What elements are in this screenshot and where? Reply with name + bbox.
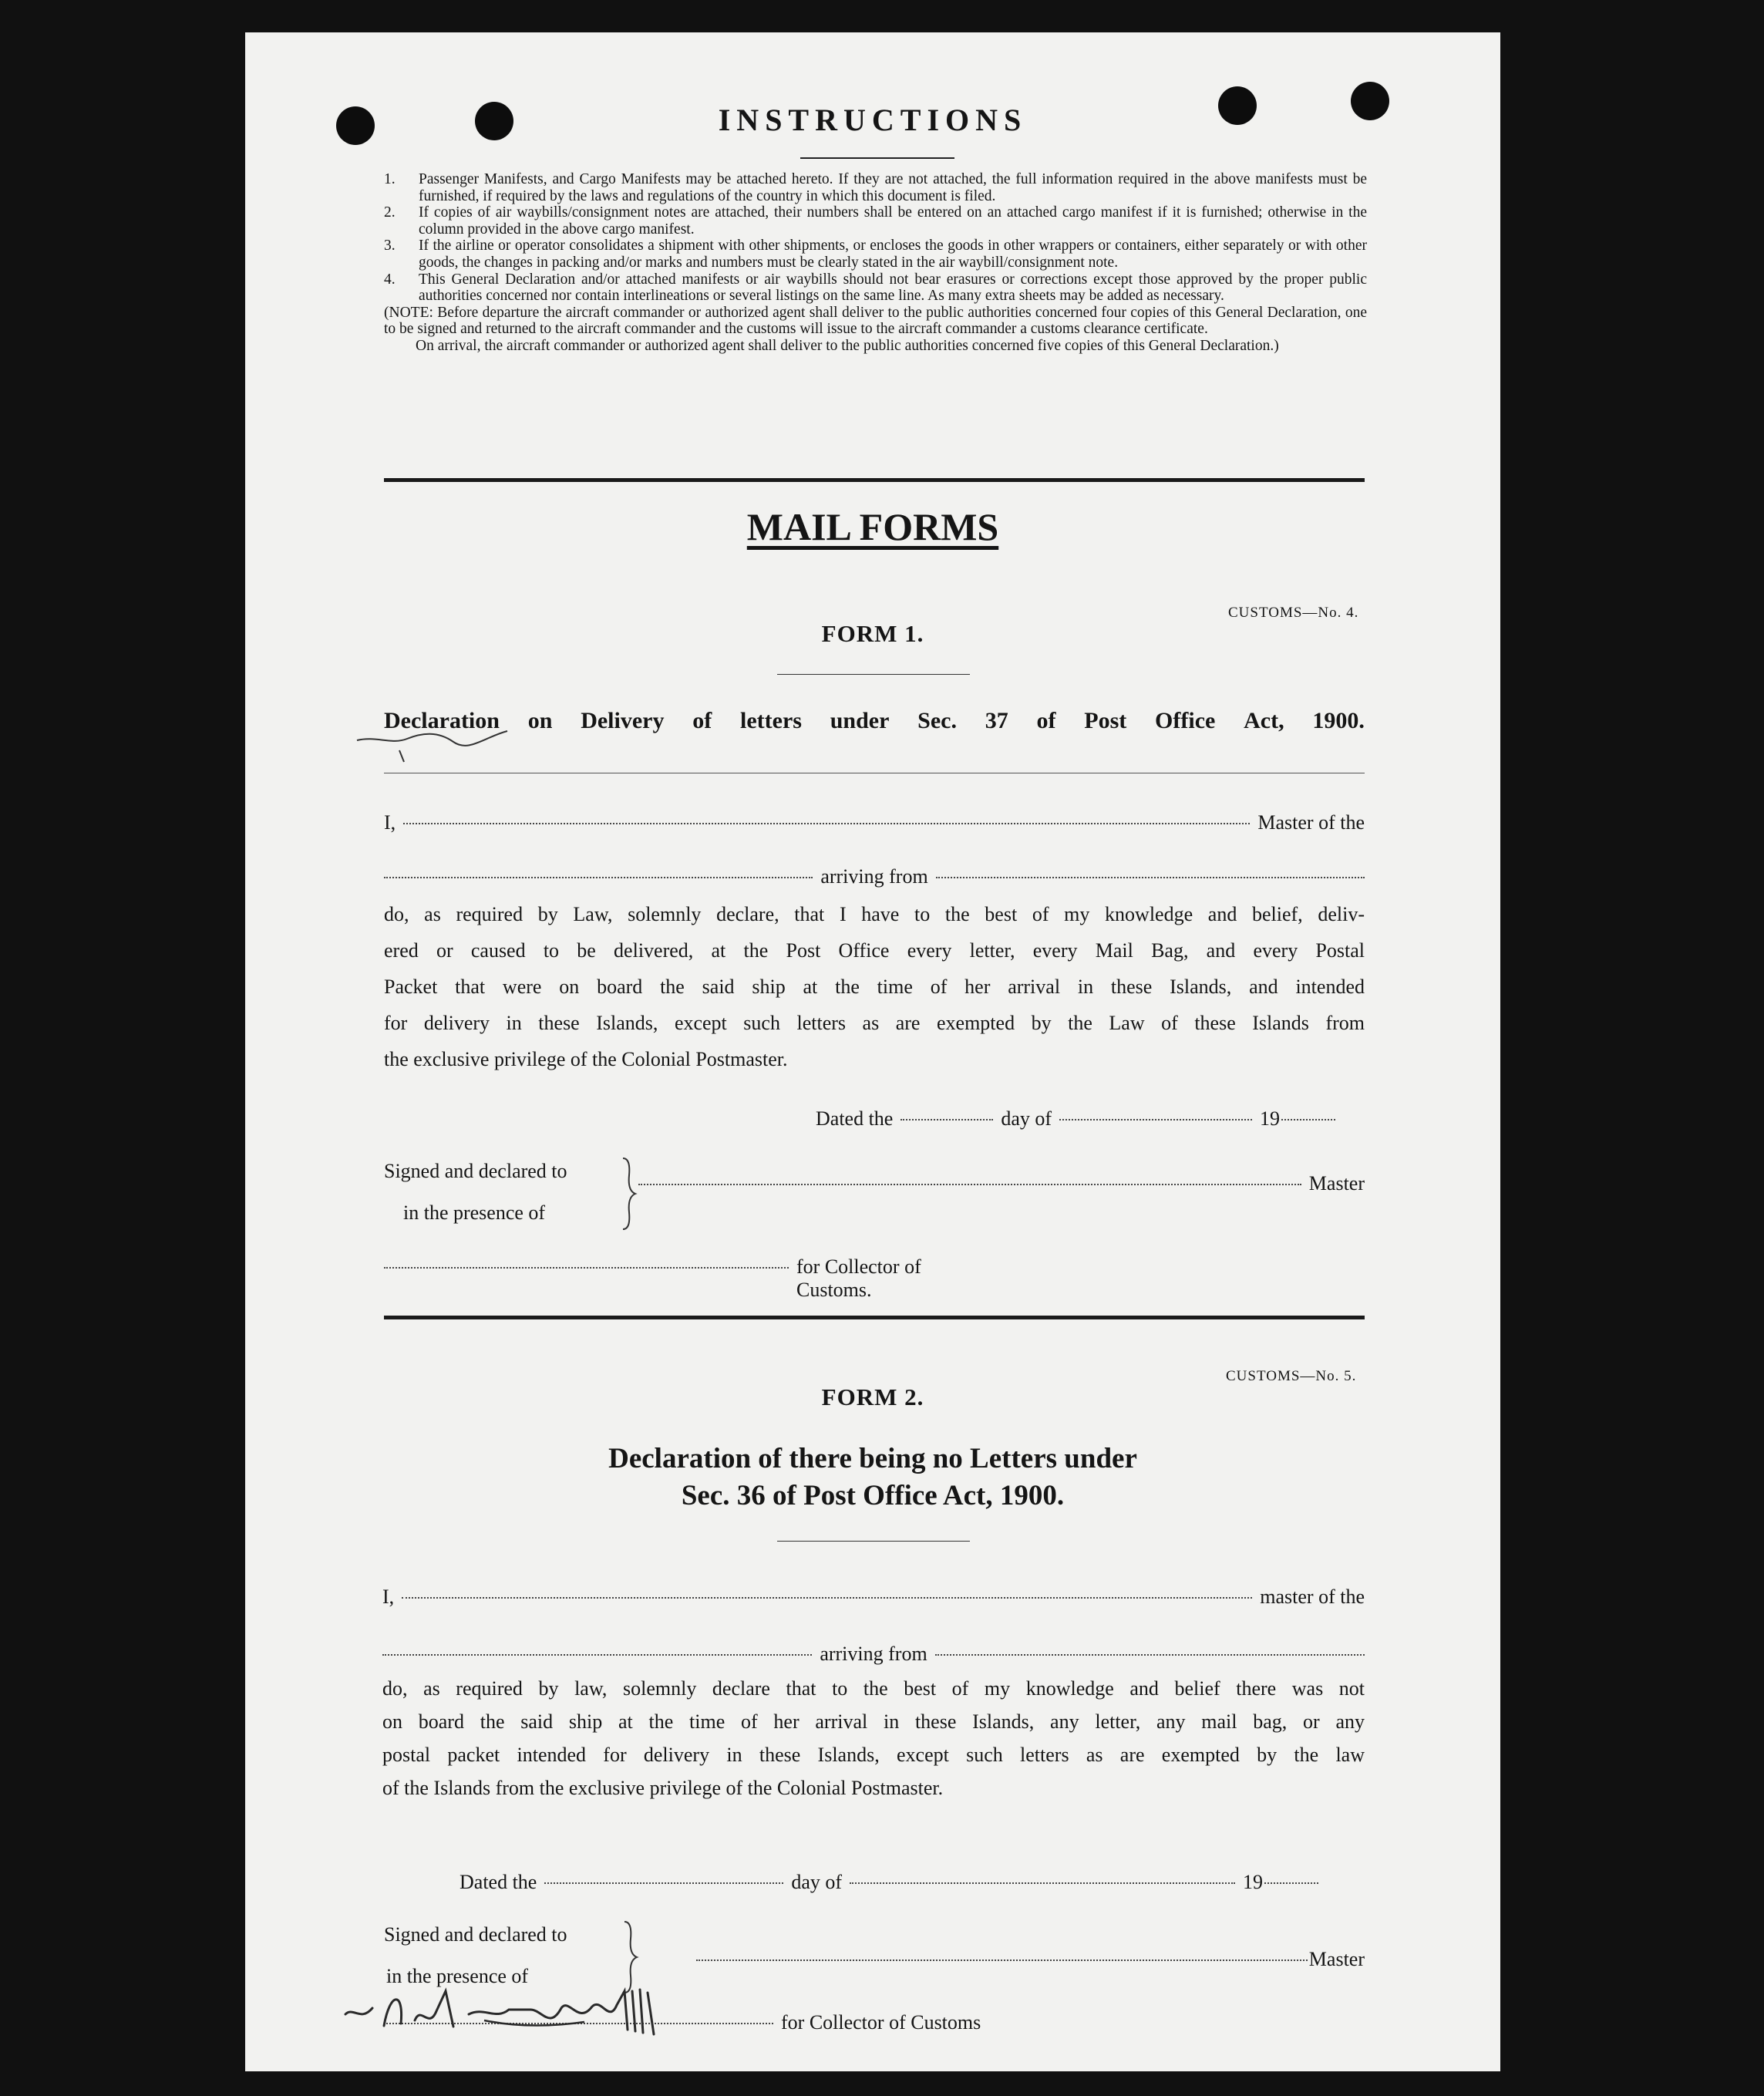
body-line: Packet that were on board the said ship at the time of her arrival in these Islands, and intended	[384, 976, 1365, 998]
body-line: do, as required by Law, solemnly declare, that I have to the best of my knowledge and belief, deliv-	[384, 903, 1365, 925]
arriving-from-label: arriving from	[820, 865, 928, 888]
form1-body	[384, 896, 1365, 1077]
instruction-note-continued: On arrival, the aircraft commander or authorized agent shall deliver to the public authorities concerned five copies of this General Declaration.)	[416, 337, 1279, 354]
form1-date-line	[816, 1107, 1365, 1131]
month-field[interactable]	[1059, 1119, 1252, 1120]
section-divider	[384, 478, 1365, 482]
instruction-number: 4.	[384, 271, 396, 288]
instruction-text: Passenger Manifests, and Cargo Manifests may be attached hereto. If they are not attached, the full information required in the above manifests must be furnished, if required by the laws and regulations of the country in which this document is filed.	[419, 171, 1367, 204]
handwritten-signature	[330, 1960, 762, 2053]
instruction-number: 2.	[384, 204, 396, 221]
master-of-the-label: Master of the	[1257, 811, 1365, 834]
heading-word: Declaration	[384, 708, 500, 733]
year-field[interactable]	[1281, 1119, 1335, 1120]
heading-word: Delivery	[581, 708, 665, 733]
form1-ship-line	[384, 865, 1365, 888]
handwritten-mark	[353, 708, 530, 770]
form2-body	[382, 1672, 1365, 1805]
body-line: on board the said ship at the time of her arrival in these Islands, any letter, any mail bag, or any	[382, 1710, 1365, 1733]
master-signature-field[interactable]	[638, 1184, 1301, 1185]
form1-master-sign-line	[638, 1172, 1365, 1195]
day-of-label: day of	[791, 1871, 843, 1893]
heading-word: letters	[740, 708, 802, 733]
master-of-the-label: master of the	[1260, 1585, 1365, 1608]
ship-name-field[interactable]	[382, 1654, 812, 1656]
document-page	[245, 32, 1500, 2071]
arriving-from-field[interactable]	[936, 877, 1365, 878]
instructions-title: INSTRUCTIONS	[718, 103, 1028, 137]
year-prefix: 19	[1260, 1107, 1281, 1130]
heading-word: Post	[1084, 708, 1127, 733]
form2-declaration-heading	[245, 1441, 1500, 1515]
heading-word: 1900.	[1312, 708, 1365, 733]
instruction-text: If copies of air waybills/consignment notes are attached, their numbers shall be entered on an attached cargo manifest if it is furnished; otherwise in the column provided in the above cargo manifest.	[419, 204, 1367, 238]
form2-title-rule	[777, 1541, 970, 1542]
heading-word: of	[1036, 708, 1056, 733]
day-of-label: day of	[1001, 1107, 1052, 1130]
heading-word: Act,	[1244, 708, 1284, 733]
form1-name-line	[384, 811, 1365, 834]
master-label: Master	[1308, 1172, 1365, 1195]
form2-title: FORM 2.	[821, 1383, 924, 1410]
body-line: for delivery in these Islands, except such letters as are exempted by the Law of these Islands from	[384, 1012, 1365, 1034]
brace-icon	[620, 1155, 638, 1232]
master-signature-field[interactable]	[696, 1960, 1308, 1961]
year-field[interactable]	[1264, 1882, 1318, 1884]
body-line: ered or caused to be delivered, at the Post Office every letter, every Mail Bag, and every Postal	[384, 939, 1365, 962]
form2-name-line	[382, 1585, 1365, 1609]
body-line: postal packet intended for delivery in these Islands, except such letters as are exempted by the law	[382, 1744, 1365, 1766]
ship-name-field[interactable]	[384, 877, 813, 878]
master-name-field[interactable]	[403, 823, 1250, 824]
body-line: do, as required by law, solemnly declare that to the best of my knowledge and belief there was not	[382, 1677, 1365, 1700]
heading-word: on	[527, 708, 553, 733]
i-label: I,	[382, 1585, 395, 1608]
instructions-title-rule	[800, 157, 954, 159]
form2-customs-number: CUSTOMS—No. 5.	[1226, 1368, 1357, 1384]
instruction-item	[384, 204, 1367, 238]
year-prefix: 19	[1243, 1871, 1264, 1893]
day-field[interactable]	[901, 1119, 993, 1120]
collector-signature-field[interactable]	[384, 1267, 789, 1269]
heading-word: of	[692, 708, 712, 733]
arriving-from-label: arriving from	[820, 1643, 927, 1665]
heading-word: Sec.	[917, 708, 957, 733]
form2-ship-line	[382, 1643, 1365, 1666]
mail-forms-title: MAIL FORMS	[746, 505, 999, 548]
section-divider	[384, 1316, 1365, 1319]
arriving-from-field[interactable]	[935, 1654, 1365, 1656]
master-label: Master	[1308, 1948, 1365, 1970]
heading-line: Sec. 36 of Post Office Act, 1900.	[681, 1480, 1065, 1511]
signed-declared-label: Signed and declared to	[384, 1923, 567, 1946]
for-collector-label: for Collector of Customs	[781, 2011, 981, 2034]
dated-the-label: Dated the	[816, 1107, 894, 1130]
instruction-item	[384, 271, 1367, 305]
instruction-number: 3.	[384, 238, 396, 254]
for-collector-label: for Collector of Customs.	[796, 1255, 921, 1301]
instruction-item	[384, 238, 1367, 271]
heading-word: 37	[985, 708, 1008, 733]
body-line: of the Islands from the exclusive privilege of the Colonial Postmaster.	[382, 1777, 944, 1799]
form1-signed-label	[384, 1151, 567, 1234]
presence-label: in the presence of	[403, 1201, 546, 1224]
month-field[interactable]	[850, 1882, 1235, 1884]
instruction-text: If the airline or operator consolidates a shipment with other shipments, or encloses the goods in other wrappers or containers, either separately or with other goods, the changes in packing and/or marks and numbers must be clearly stated in the air waybill/consignment note.	[419, 238, 1367, 271]
master-name-field[interactable]	[402, 1597, 1252, 1599]
presence-label: in the presence of	[386, 1965, 529, 1987]
form1-title: FORM 1.	[821, 620, 924, 647]
dated-the-label: Dated the	[460, 1871, 537, 1893]
instruction-note: (NOTE: Before departure the aircraft commander or authorized agent shall deliver to the public authorities concerned four copies of this General Declaration, one to be signed and returned to the aircraft commander and the customs will issue to the aircraft commander a customs clearance certificate.	[384, 304, 1367, 338]
heading-line: Declaration of there being no Letters under	[608, 1443, 1137, 1474]
i-label: I,	[384, 811, 396, 834]
form1-customs-number: CUSTOMS—No. 4.	[1228, 605, 1359, 621]
form2-date-line	[460, 1871, 1365, 1894]
instruction-number: 1.	[384, 171, 396, 187]
signed-declared-label: Signed and declared to	[384, 1160, 567, 1182]
instruction-item	[384, 171, 1367, 204]
day-field[interactable]	[544, 1882, 783, 1884]
heading-word: under	[830, 708, 890, 733]
form2-master-sign-line	[696, 1948, 1365, 1971]
form1-title-rule	[777, 674, 970, 675]
instructions-list	[384, 171, 1367, 355]
body-line: the exclusive privilege of the Colonial Postmaster.	[384, 1048, 788, 1070]
form1-collector-line	[384, 1255, 1001, 1302]
instruction-text: This General Declaration and/or attached manifests or air waybills should not bear erasures or corrections except those approved by the proper public authorities concerned nor contain interlineations or several listings on the same line. As many extra sheets may be added as necessary.	[419, 271, 1367, 305]
heading-word: Office	[1155, 708, 1216, 733]
form1-declaration-heading	[384, 708, 1365, 734]
